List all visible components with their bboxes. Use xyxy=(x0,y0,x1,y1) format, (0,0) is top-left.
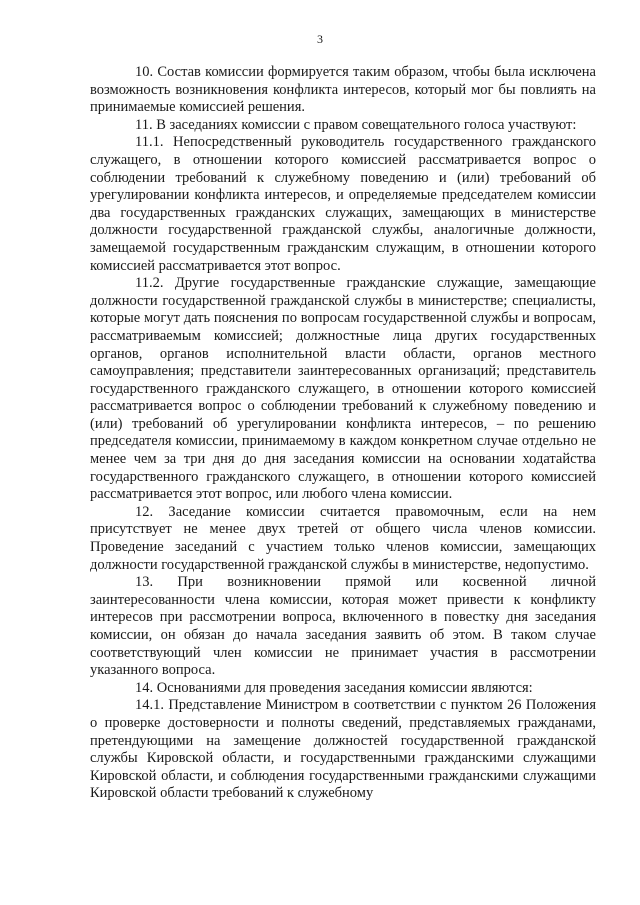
document-body xyxy=(90,64,596,803)
paragraph-11-2: 11.2. Другие государственные гражданские служащие, замещающие должности государственной гражданской службы в министерстве; специалисты, которые могут дать пояснения по вопросам государственной службы и вопросам, рассматриваемым комиссией; должностные лица других государственных органов, органов исполнительной власти области, органов местного самоуправления; представители заинтересованных организаций; представитель государственного гражданского служащего, в отношении которого комиссией рассматривается вопрос о соблюдении требований к служебному поведению и (или) требований об урегулировании конфликта интересов, – по решению председателя комиссии, принимаемому в каждом конкретном случае отдельно не менее чем за три дня до дня заседания комиссии на основании ходатайства государственного гражданского служащего, в отношении которого комиссией рассматривается этот вопрос, или любого члена комиссии. xyxy=(90,275,596,503)
paragraph-12: 12. Заседание комиссии считается правомочным, если на нем присутствует не менее двух третей от общего числа членов комиссии. Проведение заседаний с участием только членов комиссии, замещающих должности государственной гражданской службы в министерстве, недопустимо. xyxy=(90,503,596,573)
paragraph-10: 10. Состав комиссии формируется таким образом, чтобы была исключена возможность возникновения конфликта интересов, который мог бы повлиять на принимаемые комиссией решения. xyxy=(90,64,596,116)
page-number: 3 xyxy=(317,32,323,46)
paragraph-11-1: 11.1. Непосредственный руководитель государственного гражданского служащего, в отношении которого комиссией рассматривается вопрос о соблюдении требований к служебному поведению и (или) требований об урегулировании конфликта интересов, и определяемые председателем комиссии два государственных гражданских служащих, замещающих в министерстве должности государственной гражданской службы, аналогичные должности, замещаемой государственным гражданским служащим, в отношении которого комиссией рассматривается этот вопрос. xyxy=(90,134,596,274)
paragraph-14-1: 14.1. Представление Министром в соответствии с пунктом 26 Положения о проверке достоверности и полноты сведений, представляемых гражданами, претендующими на замещение должностей государственной гражданской службы Кировской области, и государственными гражданскими служащими Кировской области, и соблюдения государственными гражданскими служащими Кировской области требований к служебному xyxy=(90,697,596,802)
paragraph-11: 11. В заседаниях комиссии с правом совещательного голоса участвуют: xyxy=(135,116,577,133)
paragraph-14: 14. Основаниями для проведения заседания комиссии являются: xyxy=(135,679,533,696)
paragraph-13: 13. При возникновении прямой или косвенной личной заинтересованности члена комиссии, которая может привести к конфликту интересов при рассмотрении вопроса, включенного в повестку дня заседания комиссии, он обязан до начала заседания заявить об этом. В таком случае соответствующий член комиссии не принимает участия в рассмотрении указанного вопроса. xyxy=(90,574,596,679)
